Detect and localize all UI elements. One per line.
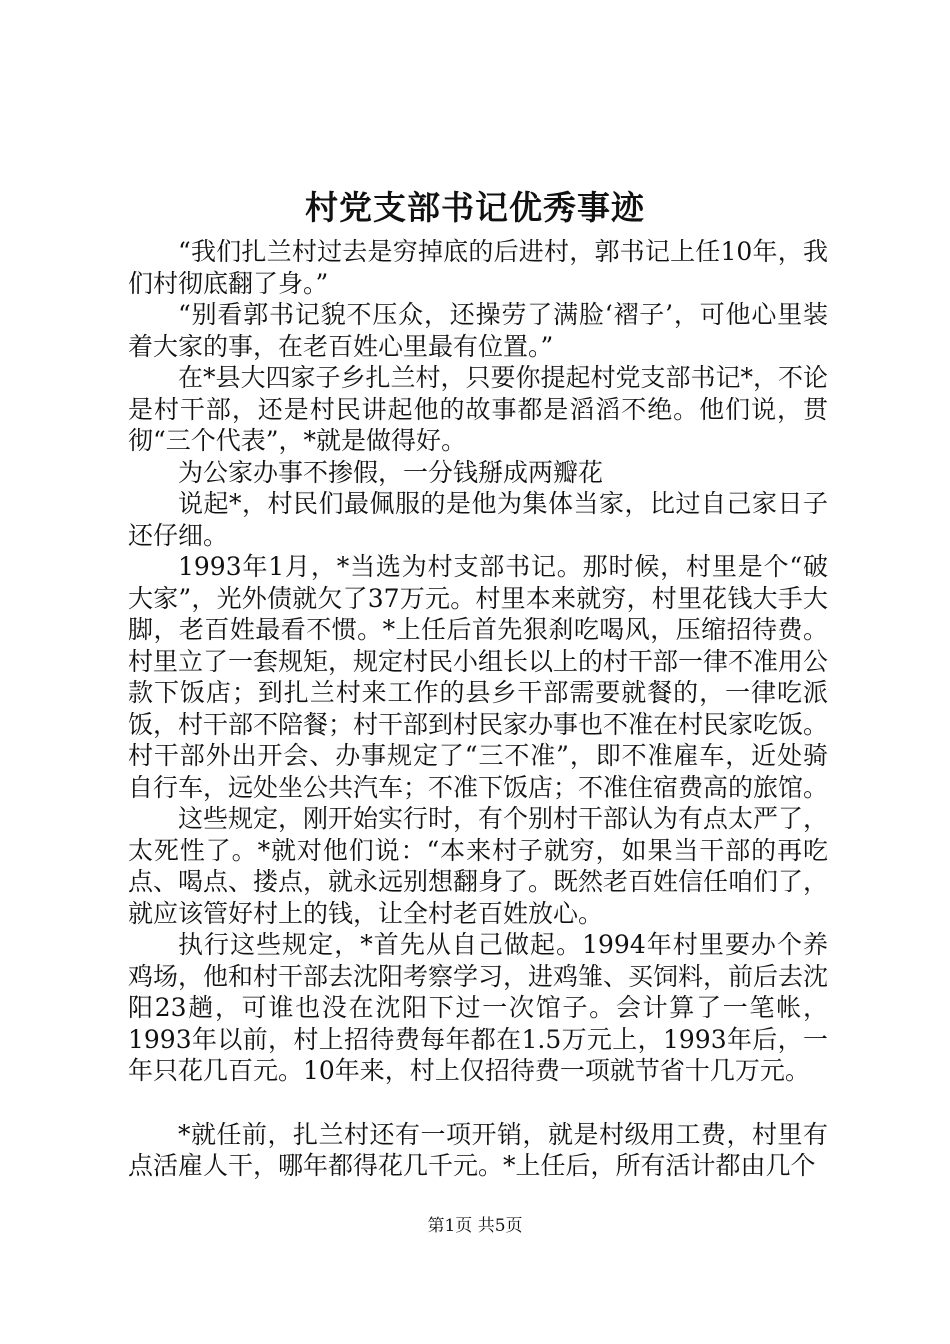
paragraph: *就任前，扎兰村还有一项开销，就是村级用工费，村里有点活雇人干，哪年都得花几千元。*上任后，所有活计都由几个 [128,1119,828,1180]
paragraph: “我们扎兰村过去是穷掉底的后进村，郭书记上任10年，我们村彻底翻了身。” [128,237,828,298]
paragraph: 在*县大四家子乡扎兰村，只要你提起村党支部书记*，不论是村干部，还是村民讲起他的故事都是滔滔不绝。他们说，贯彻“三个代表”，*就是做得好。 [128,363,829,455]
document-body [128,236,828,1182]
page-footer: 第1页 共5页 [427,1216,523,1236]
paragraph: 1993年1月，*当选为村支部书记。那时候，村里是个“破大家”，光外债就欠了37万元。村里本来就穷，村里花钱大手大脚，老百姓最看不惯。*上任后首先狠刹吃喝风，压缩招待费。村里立了一套规矩，规定村民小组长以上的村干部一律不准用公款下饭店；到扎兰村来工作的县乡干部需要就餐的，一律吃派饭，村干部不陪餐；村干部到村民家办事也不准在村民家吃饭。村干部外出开会、办事规定了“三不准”，即不准雇车，近处骑自行车，远处坐公共汽车；不准下饭店；不准住宿费高的旅馆。 [128,552,829,802]
paragraph: “别看郭书记貌不压众，还操劳了满脸‘褶子’，可他心里装着大家的事，在老百姓心里最有位置。” [128,300,828,361]
paragraph: 这些规定，刚开始实行时，有个别村干部认为有点太严了，太死性了。*就对他们说：“本来村子就穷，如果当干部的再吃点、喝点、搂点，就永远别想翻身了。既然老百姓信任咱们了，就应该管好村上的钱，让全村老百姓放心。 [128,804,829,928]
section-heading: 为公家办事不掺假，一分钱掰成两瓣花 [178,457,604,487]
paragraph: 执行这些规定，*首先从自己做起。1994年村里要办个养鸡场，他和村干部去沈阳考察学习，进鸡雏、买饲料，前后去沈阳23趟，可谁也没在沈阳下过一次馆子。会计算了一笔帐，1993年以前，村上招待费每年都在1.5万元上，1993年后，一年只花几百元。10年来，村上仅招待费一项就节省十几万元。 [128,930,829,1085]
document-title: 村党支部书记优秀事迹 [305,188,645,227]
paragraph: 说起*，村民们最佩服的是他为集体当家，比过自己家日子还仔细。 [128,489,828,550]
